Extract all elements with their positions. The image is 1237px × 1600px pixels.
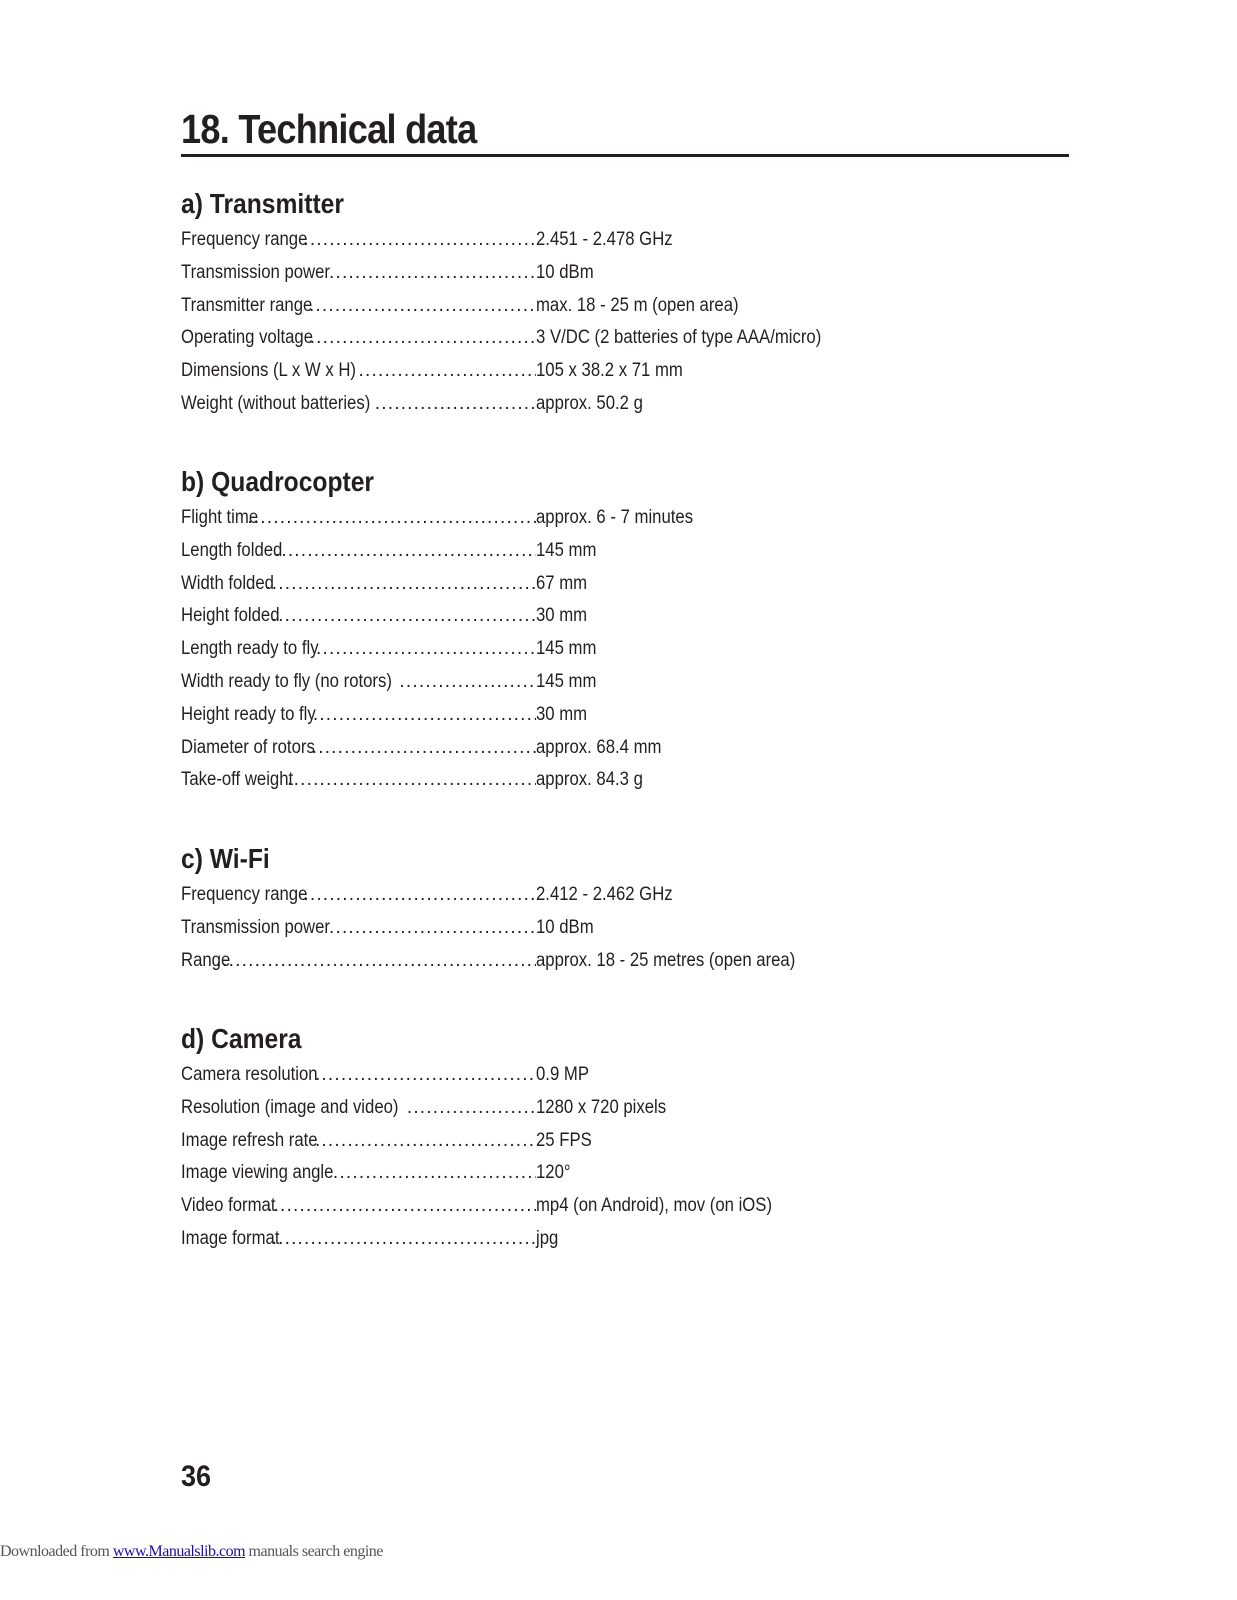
spec-row <box>181 600 1069 633</box>
spec-value: max. 18 - 25 m (open area) <box>536 294 739 316</box>
spec-value: 0.9 MP <box>536 1064 589 1085</box>
spec-label: Frequency range <box>181 884 308 905</box>
spec-row <box>181 1092 1069 1125</box>
section-wifi <box>181 839 1069 977</box>
spec-row <box>181 666 1069 699</box>
spec-value: approx. 68.4 mm <box>536 736 662 758</box>
spec-label: Image format <box>181 1227 280 1249</box>
spec-row <box>181 388 1069 421</box>
spec-row <box>181 1059 1069 1092</box>
dot-leader <box>309 290 536 323</box>
spec-value: 10 dBm <box>536 916 594 938</box>
dot-leader <box>247 502 536 535</box>
spec-label: Take-off weight <box>181 769 294 791</box>
spec-value: 105 x 38.2 x 71 mm <box>536 360 683 382</box>
spec-label: Height folded <box>181 605 280 627</box>
spec-row <box>181 568 1069 601</box>
spec-label: Image viewing angle <box>181 1162 334 1184</box>
spec-row <box>181 322 1069 355</box>
spec-value: 2.412 - 2.462 GHz <box>536 884 673 905</box>
dot-leader <box>329 257 536 290</box>
dot-leader <box>313 699 536 732</box>
spec-value: 67 mm <box>536 572 588 594</box>
spec-row <box>181 502 1069 535</box>
spec-label: Frequency range <box>181 229 308 250</box>
spec-row <box>181 1125 1069 1158</box>
spec-row <box>181 945 1069 978</box>
spec-row <box>181 1223 1069 1256</box>
spec-row <box>181 1157 1069 1190</box>
dot-leader <box>275 535 536 568</box>
dot-leader <box>315 1059 536 1092</box>
page-title: 18. Technical data <box>181 106 477 152</box>
spec-value: 30 mm <box>536 703 588 725</box>
spec-value: 3 V/DC (2 batteries of type AAA/micro) <box>536 327 822 349</box>
spec-label: Resolution (image and video) <box>181 1096 399 1118</box>
dot-leader <box>265 568 536 601</box>
section-heading: b) Quadrocopter <box>181 466 375 497</box>
spec-value: 30 mm <box>536 605 588 627</box>
spec-label: Length folded <box>181 539 283 561</box>
spec-label: Transmitter range <box>181 294 313 316</box>
spec-value: 1280 x 720 pixels <box>536 1096 667 1118</box>
spec-value: 120° <box>536 1162 571 1184</box>
spec-label: Flight time <box>181 507 259 528</box>
spec-label: Transmission power <box>181 916 330 938</box>
spec-row <box>181 732 1069 765</box>
section-camera <box>181 1019 1069 1256</box>
dot-leader <box>303 879 536 912</box>
spec-row <box>181 699 1069 732</box>
dot-leader <box>375 388 536 421</box>
spec-value: 2.451 - 2.478 GHz <box>536 229 673 250</box>
spec-value: approx. 84.3 g <box>536 769 643 791</box>
spec-value: 10 dBm <box>536 261 594 283</box>
spec-label: Length ready to fly <box>181 638 319 660</box>
section-transmitter <box>181 184 1069 421</box>
section-heading: d) Camera <box>181 1023 302 1054</box>
spec-label: Width ready to fly (no rotors) <box>181 670 392 692</box>
spec-row <box>181 1190 1069 1223</box>
spec-row <box>181 224 1069 257</box>
spec-value: 145 mm <box>536 638 597 660</box>
spec-label: Dimensions (L x W x H) <box>181 360 356 382</box>
spec-label: Range <box>181 949 231 971</box>
section-heading: a) Transmitter <box>181 188 344 219</box>
dot-leader <box>216 945 536 978</box>
dot-leader <box>399 666 536 699</box>
spec-row <box>181 290 1069 323</box>
title-divider <box>181 154 1069 157</box>
footer-prefix: Downloaded from <box>0 1543 113 1560</box>
spec-value: jpg <box>536 1227 559 1249</box>
spec-value: approx. 6 - 7 minutes <box>536 507 694 528</box>
dot-leader <box>310 322 536 355</box>
dot-leader <box>359 355 536 388</box>
spec-label: Width folded <box>181 572 274 594</box>
spec-value: approx. 18 - 25 metres (open area) <box>536 949 796 971</box>
dot-leader <box>407 1092 536 1125</box>
dot-leader <box>333 1157 536 1190</box>
spec-label: Operating voltage <box>181 327 313 349</box>
dot-leader <box>272 600 536 633</box>
dot-leader <box>303 224 536 257</box>
dot-leader <box>329 912 536 945</box>
dot-leader <box>312 732 536 765</box>
spec-value: mp4 (on Android), mov (on iOS) <box>536 1195 773 1217</box>
section-heading: c) Wi-Fi <box>181 843 270 874</box>
spec-row <box>181 633 1069 666</box>
dot-leader <box>272 1223 536 1256</box>
download-footer <box>0 1541 383 1563</box>
dot-leader <box>267 1190 536 1223</box>
spec-row <box>181 912 1069 945</box>
spec-value: 145 mm <box>536 539 597 561</box>
spec-label: Height ready to fly <box>181 703 316 725</box>
footer-suffix: manuals search engine <box>245 1543 383 1560</box>
spec-label: Video format <box>181 1195 276 1217</box>
manualslib-link[interactable]: www.Manualslib.com <box>112 1543 246 1560</box>
spec-row <box>181 257 1069 290</box>
spec-value: 145 mm <box>536 670 597 692</box>
spec-row <box>181 535 1069 568</box>
dot-leader <box>316 633 536 666</box>
spec-label: Weight (without batteries) <box>181 392 371 414</box>
section-quadrocopter <box>181 462 1069 797</box>
spec-label: Image refresh rate <box>181 1129 318 1151</box>
spec-label: Camera resolution <box>181 1064 318 1085</box>
page-number: 36 <box>181 1460 212 1493</box>
spec-label: Diameter of rotors <box>181 736 315 758</box>
spec-row <box>181 764 1069 797</box>
dot-leader <box>287 764 536 797</box>
spec-row <box>181 355 1069 388</box>
dot-leader <box>315 1125 536 1158</box>
spec-label: Transmission power <box>181 261 330 283</box>
spec-value: 25 FPS <box>536 1129 592 1151</box>
spec-row <box>181 879 1069 912</box>
spec-value: approx. 50.2 g <box>536 392 643 414</box>
